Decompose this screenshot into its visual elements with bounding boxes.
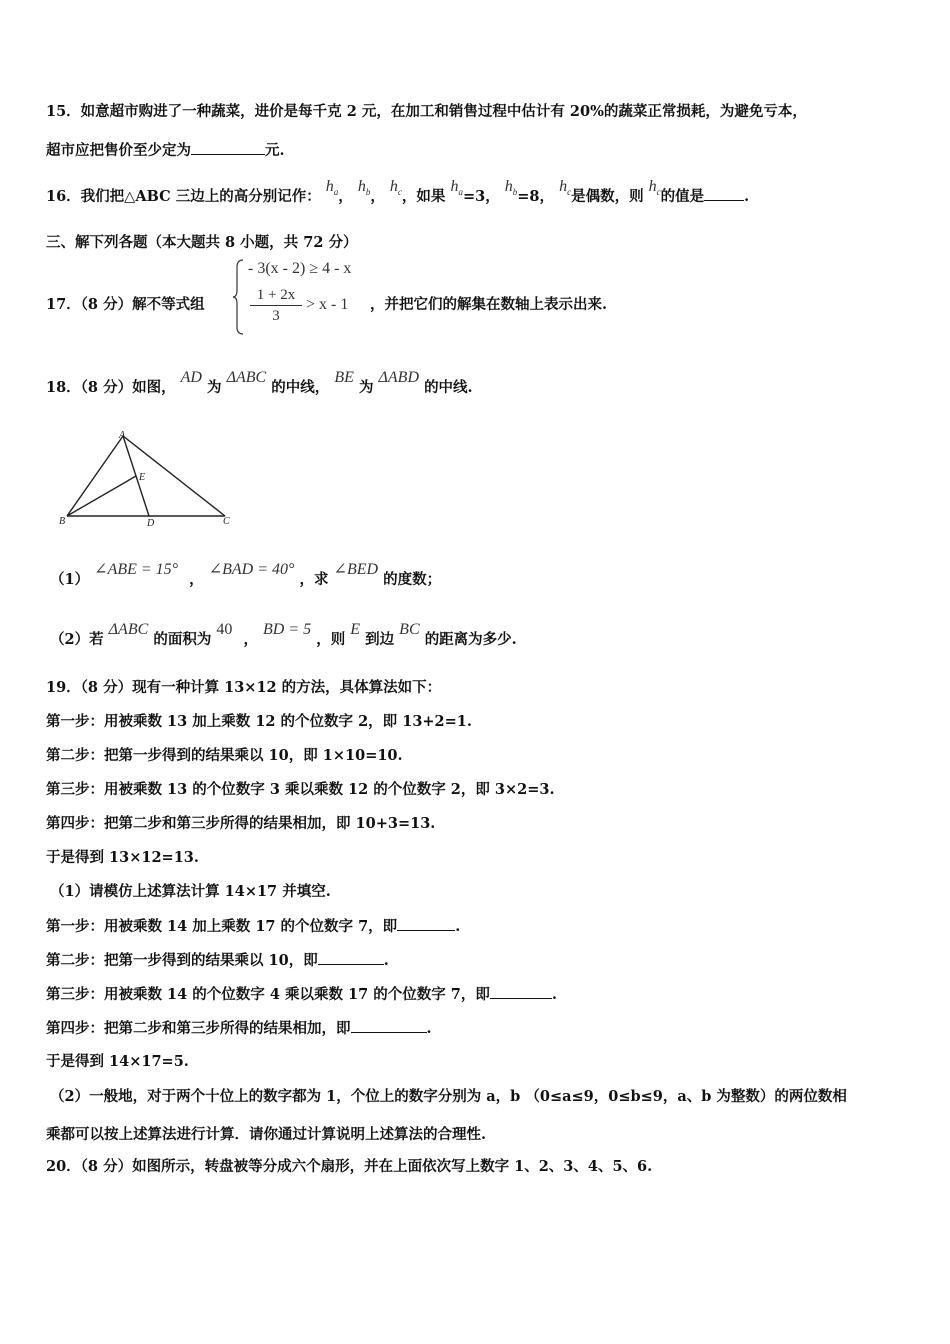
q19-step4-blank[interactable] [351,1018,427,1033]
q18-p1-comma: ， [189,571,204,588]
q15-line1: 15．如意超市购进了一种蔬菜，进价是每千克 2 元，在加工和销售过程中估计有 20%的蔬菜正常损耗，为避免亏本， [46,103,807,120]
q19-step3-blank[interactable] [490,984,552,999]
q19-step3 [46,984,557,1005]
q18-area: 的面积为 [153,631,212,648]
h-b-symbol: $h_b$ [357,178,371,197]
segment-BC: BC [399,621,420,638]
q19-step1-blank[interactable] [397,916,455,931]
q16-even: 是偶数，则 [571,188,644,205]
q19-dot: . [455,918,461,935]
label-D: D [147,518,155,529]
q19-dot: . [551,986,557,1003]
angle-ABE: ∠ABE = 15° [94,561,179,578]
q19-line-3: 第三步：用被乘数 13 的个位数字 3 乘以乘数 12 的个位数字 2，即 3×2=3. [46,781,555,798]
q19-step1 [46,916,460,937]
q15-answer-blank[interactable] [191,140,265,155]
q15-text: 超市应把售价至少定为 [46,142,191,159]
q15-unit: 元. [265,142,285,159]
q18-part2 [50,621,517,650]
q18-p2-end: 的距离为多少. [424,631,517,648]
h-a-symbol: $h_a$ [325,178,339,197]
q16-eq3: =3， [462,188,500,205]
q17-instruction: ，并把它们的解集在数轴上表示出来. [370,296,608,313]
h-a-symbol: $h_a$ [450,178,463,197]
fraction-numerator: 1 + 2x [256,287,296,303]
triangle-ABC: ΔABC [226,369,267,386]
label-A: A [119,430,126,441]
inequality-1: - 3(x - 2) ≥ 4 - x [248,260,352,277]
q18-line [46,369,473,398]
inequality-system [232,258,372,336]
q18-p2-comma: ， [243,631,258,648]
h-c-symbol: $h_c$ [389,178,402,197]
left-brace-icon [232,258,246,336]
angle-BED: ∠BED [333,561,379,578]
label-B: B [59,516,66,527]
q19-step2-blank[interactable] [318,950,384,965]
q16-text: 16．我们把△ABC 三边上的高分别记作： [46,188,321,205]
q15-line2 [46,140,285,161]
q18-p2-label: （2）若 [50,631,104,648]
q19-part2-line2: 乘都可以按上述算法进行计算．请你通过计算说明上述算法的合理性. [46,1126,487,1143]
q18-median2: 的中线. [424,379,473,396]
q16-line [46,178,750,208]
q18-to-edge: 到边 [365,631,395,648]
q19-line-1: 第一步：用被乘数 13 加上乘数 12 的个位数字 2，即 13+2=1. [46,713,472,730]
q19-part2-line1: （2）一般地，对于两个十位上的数字都为 1，个位上的数字分别为 a，b （0≤a≤9，0≤b≤9，a、b 为整数）的两位数相 [50,1088,847,1105]
q17-label: 17．（8 分）解不等式组 [46,296,205,313]
q19-step3-text: 第三步：用被乘数 14 的个位数字 4 乘以乘数 17 的个位数字 7，即 [46,986,490,1003]
q19-step4-text: 第四步：把第二步和第三步所得的结果相加，即 [46,1020,351,1037]
q19-step1-text: 第一步：用被乘数 14 加上乘数 17 的个位数字 7，即 [46,918,398,935]
triangle-figure [55,428,245,538]
q19-dot: . [383,952,389,969]
side-AB [67,436,123,516]
q16-comma: ， [338,188,353,205]
q16-eq8: =8， [517,188,555,205]
h-b-symbol: $h_b$ [504,178,518,197]
q19-line-4: 第四步：把第二步和第三步所得的结果相加，即 10+3=13. [46,815,436,832]
area-value: 40 [216,621,233,638]
q18-is: 为 [358,379,374,396]
q16-comma: ， [370,188,385,205]
triangle-ABD: ΔABD [378,369,419,386]
q18-is: 为 [207,379,222,396]
label-E: E [139,472,146,483]
q19-step2-text: 第二步：把第一步得到的结果乘以 10，即 [46,952,318,969]
fraction-denominator: 3 [272,308,280,324]
q18-median1: 的中线， [271,379,330,396]
segment-BD: BD = 5 [263,621,312,638]
q20-line: 20．（8 分）如图所示，转盘被等分成六个扇形，并在上面依次写上数字 1、2、3、4、5、6. [46,1158,653,1175]
q16-value: 的值是 [660,188,705,205]
q19-line-5: 于是得到 13×12=13. [46,849,199,866]
q19-result: 于是得到 14×17=5. [46,1053,189,1070]
segment-BE: BE [334,369,354,386]
inequality-2-rhs: > x - 1 [306,296,349,313]
q19-line-6: （1）请模仿上述算法计算 14×17 并填空. [50,883,331,900]
point-E: E [350,621,361,638]
segment-AD: AD [180,369,202,386]
q18-p1-label: （1） [50,571,90,588]
q19-line-0: 19．（8 分）现有一种计算 13×12 的方法，具体算法如下： [46,679,442,696]
q18-p1-end: 的度数； [383,571,442,588]
fraction [250,286,302,325]
q16-end: . [744,188,750,205]
q19-line-2: 第二步：把第一步得到的结果乘以 10，即 1×10=10. [46,747,403,764]
q18-p1-ask: ，求 [299,571,329,588]
angle-BAD: ∠BAD = 40° [208,561,295,578]
label-C: C [223,516,230,527]
q16-answer-blank[interactable] [704,186,744,201]
q18-part1 [50,561,442,590]
h-c-symbol: $h_c$ [559,178,572,197]
median-BE [67,476,136,516]
section-3-heading: 三、解下列各题（本大题共 8 小题，共 72 分） [46,234,358,251]
q19-dot: . [426,1020,432,1037]
q19-step4 [46,1018,432,1039]
q18-then: ，则 [316,631,346,648]
q19-step2 [46,950,389,971]
fraction-bar [250,305,302,306]
h-c-symbol: $h_c$ [648,178,661,197]
q18-label: 18．（8 分）如图， [46,379,176,396]
triangle-ABC-2: ΔABC [108,621,149,638]
q16-if: ，如果 [401,188,446,205]
